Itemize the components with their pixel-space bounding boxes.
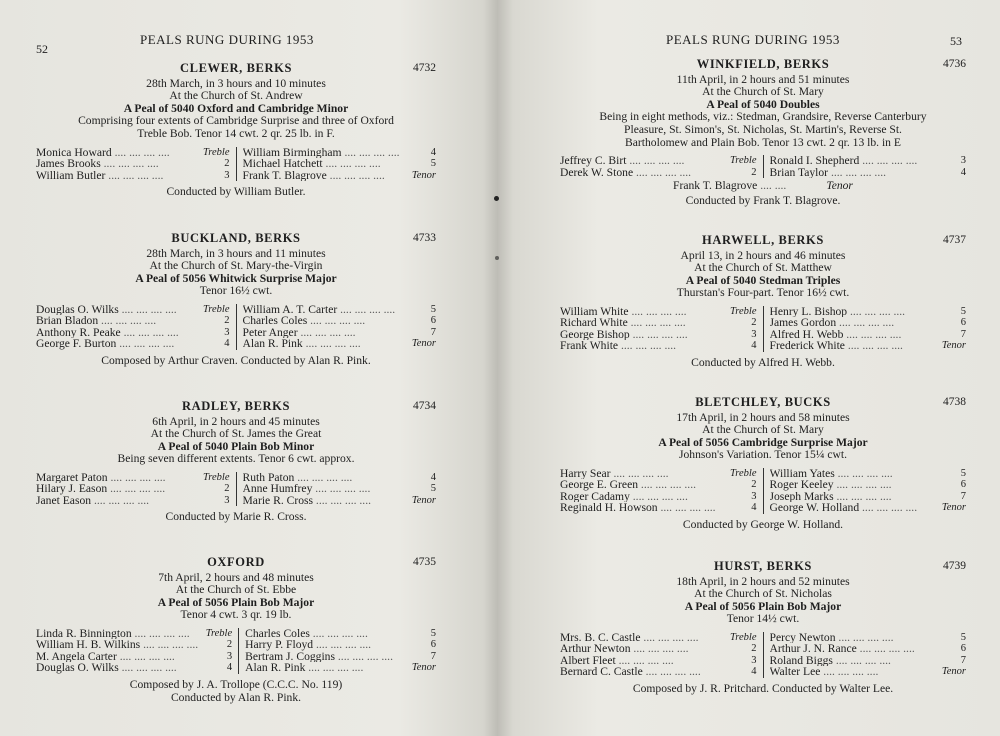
peal-method: A Peal of 5056 Cambridge Surprise Major	[658, 435, 868, 449]
peal-place: HURST, BERKS 4739	[714, 559, 966, 573]
peal-method: A Peal of 5056 Plain Bob Major	[684, 599, 842, 613]
peal-date: 7th April, 2 hours and 48 minutes	[158, 570, 314, 584]
peal-record	[36, 400, 436, 524]
ringer: Marie R. Cross .... Tenor	[243, 495, 437, 507]
ringer: James Brooks .... 2	[36, 158, 230, 170]
ringer: Anne Humfrey .... 5	[243, 483, 437, 495]
peal-place: OXFORD 4735	[207, 555, 436, 569]
ringer: Ronald I. Shepherd .... 3	[770, 155, 967, 167]
peal-number: 4736	[943, 58, 966, 70]
ringer: Frank White .... 4	[560, 340, 757, 352]
peal-method: A Peal of 5040 Stedman Triples	[685, 273, 841, 287]
ringer: William Butler .... 3	[36, 170, 230, 182]
ringer: Janet Eason .... 3	[36, 495, 230, 507]
peal-record	[36, 62, 436, 199]
peal-place: CLEWER, BERKS 4732	[180, 61, 436, 75]
ringer: George W. Holland .... Tenor	[770, 502, 967, 514]
peal-number: 4734	[413, 400, 436, 412]
peal-place: RADLEY, BERKS 4734	[181, 399, 436, 413]
peal-church: At the Church of St. Andrew	[169, 89, 303, 103]
peal-place: WINKFIELD, BERKS 4736	[696, 57, 966, 71]
ringer: Monica Howard .... Treble	[36, 147, 230, 159]
peal-credits: Conducted by Alfred H. Webb.	[691, 355, 835, 369]
peal-date: April 13, in 2 hours and 46 minutes	[680, 248, 846, 262]
ringer: James Gordon .... 6	[770, 317, 967, 329]
peal-method: A Peal of 5056 Plain Bob Major	[157, 595, 315, 609]
ringer: Mrs. B. C. Castle .... Treble	[560, 632, 757, 644]
peal-number: 4738	[943, 396, 966, 408]
left-page	[0, 0, 498, 736]
ringer: Ruth Paton .... 4	[243, 472, 437, 484]
ringer: Harry Sear .... Treble	[560, 468, 757, 480]
ringer: Anthony R. Peake .... 3	[36, 327, 230, 339]
peal-number: 4735	[413, 556, 436, 568]
ringer: Roland Biggs .... 7	[770, 655, 967, 667]
peal-church: At the Church of St. Matthew	[694, 261, 832, 275]
ringers-list	[560, 632, 966, 678]
ringer: Arthur Newton .... 2	[560, 643, 757, 655]
ringers-list	[560, 468, 966, 514]
peal-place: BLETCHLEY, BUCKS 4738	[695, 395, 966, 409]
peal-detail: Comprising four extents of Cambridge Surprise and three of Oxford	[78, 114, 394, 128]
peal-church: At the Church of St. Nicholas	[694, 587, 832, 601]
peal-detail: Treble Bob. Tenor 14 cwt. 2 qr. 25 lb. in F.	[137, 126, 335, 140]
peal-method: A Peal of 5040 Oxford and Cambridge Minor	[123, 101, 349, 115]
ringer: George E. Green .... 2	[560, 479, 757, 491]
peal-detail: Pleasure, St. Simon's, St. Nicholas, St. Martin's, Reverse St.	[624, 122, 902, 136]
peal-date: 28th March, in 3 hours and 10 minutes	[146, 76, 326, 90]
ringer: Margaret Paton .... Treble	[36, 472, 230, 484]
ringer: Bernard C. Castle .... 4	[560, 666, 757, 678]
peal-number: 4733	[413, 232, 436, 244]
peal-detail: Tenor 16½ cwt.	[199, 284, 273, 298]
peal-date: 6th April, in 2 hours and 45 minutes	[152, 414, 320, 428]
peal-record	[560, 58, 966, 207]
ringer: William Birmingham .... 4	[243, 147, 437, 159]
right-page	[498, 0, 1000, 736]
ringer: Frank T. Blagrove .... Tenor	[243, 170, 437, 182]
peal-date: 28th March, in 3 hours and 11 minutes	[146, 246, 326, 260]
peal-record	[36, 232, 436, 368]
peal-detail: Being in eight methods, viz.: Stedman, Grandsire, Reverse Canterbury	[599, 110, 927, 124]
ringer: Hilary J. Eason .... 2	[36, 483, 230, 495]
peal-church: At the Church of St. Ebbe	[175, 583, 297, 597]
peal-record	[560, 396, 966, 532]
peal-credits: Conducted by Frank T. Blagrove.	[685, 193, 841, 207]
ringers-list	[36, 304, 436, 350]
peal-church: At the Church of St. Mary-the-Virgin	[149, 259, 323, 273]
peal-date: 18th April, in 2 hours and 52 minutes	[676, 574, 850, 588]
peal-method: A Peal of 5040 Doubles	[706, 97, 820, 111]
peal-credits: Conducted by William Butler.	[166, 185, 306, 199]
ringer: Roger Keeley .... 6	[770, 479, 967, 491]
page-number: 52	[36, 42, 48, 56]
peal-detail: Johnson's Variation. Tenor 15¼ cwt.	[679, 448, 847, 462]
ringer: Bertram J. Coggins .... 7	[245, 651, 436, 663]
running-header: PEALS RUNG DURING 1953	[666, 32, 840, 47]
peal-credits: Composed by J. R. Pritchard. Conducted by Walter Lee.	[632, 681, 894, 695]
ringer: Roger Cadamy .... 3	[560, 491, 757, 503]
ringer: George Bishop .... 3	[560, 329, 757, 341]
ringer: Henry L. Bishop .... 5	[770, 306, 967, 318]
binding-stitch	[495, 256, 499, 260]
ringer: Reginald H. Howson .... 4	[560, 502, 757, 514]
ringer: Alfred H. Webb .... 7	[770, 329, 967, 341]
peal-church: At the Church of St. James the Great	[150, 427, 322, 441]
peal-place: HARWELL, BERKS 4737	[702, 233, 966, 247]
peal-credits: Conducted by George W. Holland.	[682, 517, 844, 531]
peal-credits: Composed by Arthur Craven. Conducted by Alan R. Pink.	[101, 353, 371, 367]
ringer: William Yates .... 5	[770, 468, 967, 480]
ringer: Brian Bladon .... 2	[36, 315, 230, 327]
peal-date: 17th April, in 2 hours and 58 minutes	[676, 410, 850, 424]
peal-date: 11th April, in 2 hours and 51 minutes	[676, 72, 850, 86]
ringer: Walter Lee .... Tenor	[770, 666, 967, 678]
peal-number: 4737	[943, 234, 966, 246]
ringer: Peter Anger .... 7	[243, 327, 437, 339]
ringer: George F. Burton .... 4	[36, 338, 230, 350]
ringer: Arthur J. N. Rance .... 6	[770, 643, 967, 655]
ringer: Alan R. Pink .... Tenor	[243, 338, 437, 350]
ringer: Harry P. Floyd .... 6	[245, 639, 436, 651]
ringer: Joseph Marks .... 7	[770, 491, 967, 503]
ringer: Frederick White .... Tenor	[770, 340, 967, 352]
peal-record	[36, 556, 436, 704]
peal-detail: Tenor 14½ cwt.	[726, 612, 800, 626]
ringers-list	[560, 155, 966, 178]
ringer: William White .... Treble	[560, 306, 757, 318]
ringer: Douglas O. Wilks .... Treble	[36, 304, 230, 316]
ringer: Michael Hatchett .... 5	[243, 158, 437, 170]
peal-record	[560, 560, 966, 696]
ringers-list	[36, 628, 436, 674]
ringer: Brian Taylor .... 4	[770, 167, 967, 179]
binding-stitch	[494, 196, 499, 201]
peal-number: 4732	[413, 62, 436, 74]
ringers-list	[560, 306, 966, 352]
peal-detail: Tenor 4 cwt. 3 qr. 19 lb.	[180, 608, 292, 622]
peal-detail: Thurstan's Four-part. Tenor 16½ cwt.	[676, 286, 850, 300]
ringer: Percy Newton .... 5	[770, 632, 967, 644]
peal-detail: Being seven different extents. Tenor 6 cwt. approx.	[117, 452, 355, 466]
peal-church: At the Church of St. Mary	[702, 85, 824, 99]
ringers-list	[36, 147, 436, 182]
peal-credits: Conducted by Marie R. Cross.	[165, 510, 307, 524]
ringer: William H. B. Wilkins .... 2	[36, 639, 232, 651]
ringer: Derek W. Stone .... 2	[560, 167, 757, 179]
peal-method: A Peal of 5056 Whitwick Surprise Major	[135, 271, 337, 285]
ringer: Frank T. Blagrove .... .... Tenor	[673, 179, 853, 193]
peal-record	[560, 234, 966, 370]
ringer: Charles Coles .... 6	[243, 315, 437, 327]
ringer: Linda R. Binnington .... Treble	[36, 628, 232, 640]
peal-church: At the Church of St. Mary	[702, 423, 824, 437]
ringer: Richard White .... 2	[560, 317, 757, 329]
peal-place: BUCKLAND, BERKS 4733	[171, 231, 436, 245]
peal-credits: Composed by J. A. Trollope (C.C.C. No. 119)	[129, 677, 343, 691]
page-number: 53	[950, 34, 962, 48]
peal-credits: Conducted by Alan R. Pink.	[170, 690, 302, 704]
ringer: William A. T. Carter .... 5	[243, 304, 437, 316]
running-header: PEALS RUNG DURING 1953	[140, 32, 314, 47]
ringer: M. Angela Carter .... 3	[36, 651, 232, 663]
ringer: Jeffrey C. Birt .... Treble	[560, 155, 757, 167]
ringer: Albert Fleet .... 3	[560, 655, 757, 667]
ringer: Douglas O. Wilks .... 4	[36, 662, 232, 674]
ringer: Charles Coles .... 5	[245, 628, 436, 640]
peal-number: 4739	[943, 560, 966, 572]
peal-detail: Bartholomew and Plain Bob. Tenor 13 cwt. 2 qr. 13 lb. in E	[625, 135, 901, 149]
ringers-list	[36, 472, 436, 507]
peal-method: A Peal of 5040 Plain Bob Minor	[157, 439, 315, 453]
ringer: Alan R. Pink .... Tenor	[245, 662, 436, 674]
